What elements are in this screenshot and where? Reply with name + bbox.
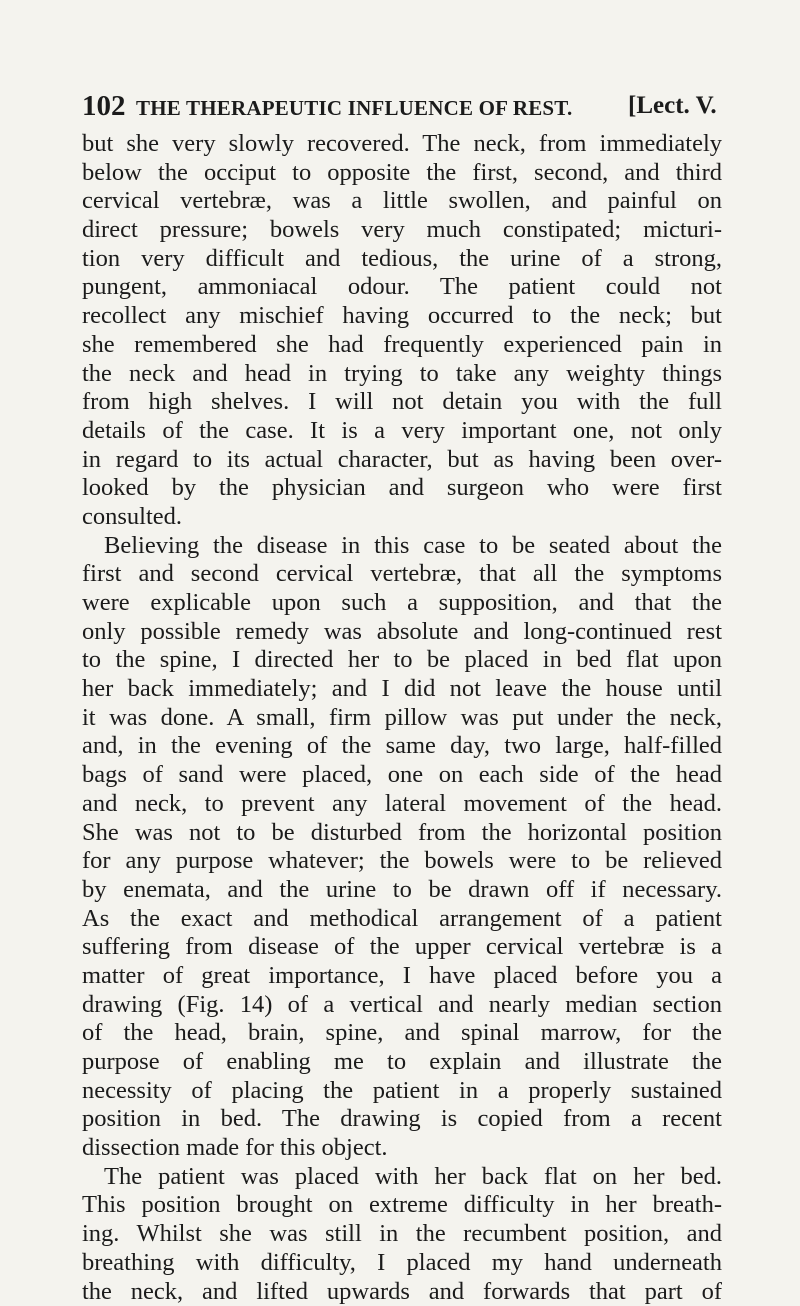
text-line: breathing with difficulty, I placed my hand underneath [82, 1249, 722, 1278]
running-title: THE THERAPEUTIC INFLUENCE OF REST. [136, 94, 572, 122]
text-line: looked by the physician and surgeon who were first [82, 474, 722, 503]
text-line: position in bed. The drawing is copied from a recent [82, 1105, 722, 1134]
text-line: drawing (Fig. 14) of a vertical and nearly median section [82, 991, 722, 1020]
body-text [82, 130, 722, 1306]
text-line: consulted. [82, 503, 722, 532]
text-line: but she very slowly recovered. The neck, from immediately [82, 130, 722, 159]
text-line: details of the case. It is a very important one, not only [82, 417, 722, 446]
page-number: 102 [82, 88, 126, 124]
text-line: tion very difficult and tedious, the urine of a strong, [82, 245, 722, 274]
text-line: As the exact and methodical arrangement of a patient [82, 905, 722, 934]
text-line: first and second cervical vertebræ, that all the symptoms [82, 560, 722, 589]
text-line: Believing the disease in this case to be seated about the [82, 532, 722, 561]
text-line: for any purpose whatever; the bowels were to be relieved [82, 847, 722, 876]
text-line: from high shelves. I will not detain you with the full [82, 388, 722, 417]
text-line: in regard to its actual character, but as having been over- [82, 446, 722, 475]
text-line: only possible remedy was absolute and long-continued rest [82, 618, 722, 647]
text-line: necessity of placing the patient in a properly sustained [82, 1077, 722, 1106]
text-line: below the occiput to opposite the first, second, and third [82, 159, 722, 188]
text-line: her back immediately; and I did not leave the house until [82, 675, 722, 704]
text-line: matter of great importance, I have placed before you a [82, 962, 722, 991]
text-line: she remembered she had frequently experienced pain in [82, 331, 722, 360]
text-line: the neck and head in trying to take any weighty things [82, 360, 722, 389]
text-line: recollect any mischief having occurred to the neck; but [82, 302, 722, 331]
text-line: and, in the evening of the same day, two large, half-filled [82, 732, 722, 761]
text-line: ing. Whilst she was still in the recumbent position, and [82, 1220, 722, 1249]
text-line: direct pressure; bowels very much constipated; micturi- [82, 216, 722, 245]
running-head [82, 88, 722, 128]
text-line: were explicable upon such a supposition, and that the [82, 589, 722, 618]
text-line: This position brought on extreme difficulty in her breath- [82, 1191, 722, 1220]
text-line: dissection made for this object. [82, 1134, 722, 1163]
text-line: purpose of enabling me to explain and illustrate the [82, 1048, 722, 1077]
text-line: of the head, brain, spine, and spinal marrow, for the [82, 1019, 722, 1048]
text-line: the neck, and lifted upwards and forwards that part of [82, 1278, 722, 1306]
text-line: suffering from disease of the upper cervical vertebræ is a [82, 933, 722, 962]
text-line: The patient was placed with her back flat on her bed. [82, 1163, 722, 1192]
text-line: it was done. A small, firm pillow was put under the neck, [82, 704, 722, 733]
lecture-reference: [Lect. V. [628, 91, 717, 121]
text-line: and neck, to prevent any lateral movement of the head. [82, 790, 722, 819]
text-line: by enemata, and the urine to be drawn off if necessary. [82, 876, 722, 905]
text-line: She was not to be disturbed from the horizontal position [82, 819, 722, 848]
text-line: pungent, ammoniacal odour. The patient could not [82, 273, 722, 302]
text-line: to the spine, I directed her to be placed in bed flat upon [82, 646, 722, 675]
text-line: bags of sand were placed, one on each side of the head [82, 761, 722, 790]
text-line: cervical vertebræ, was a little swollen, and painful on [82, 187, 722, 216]
